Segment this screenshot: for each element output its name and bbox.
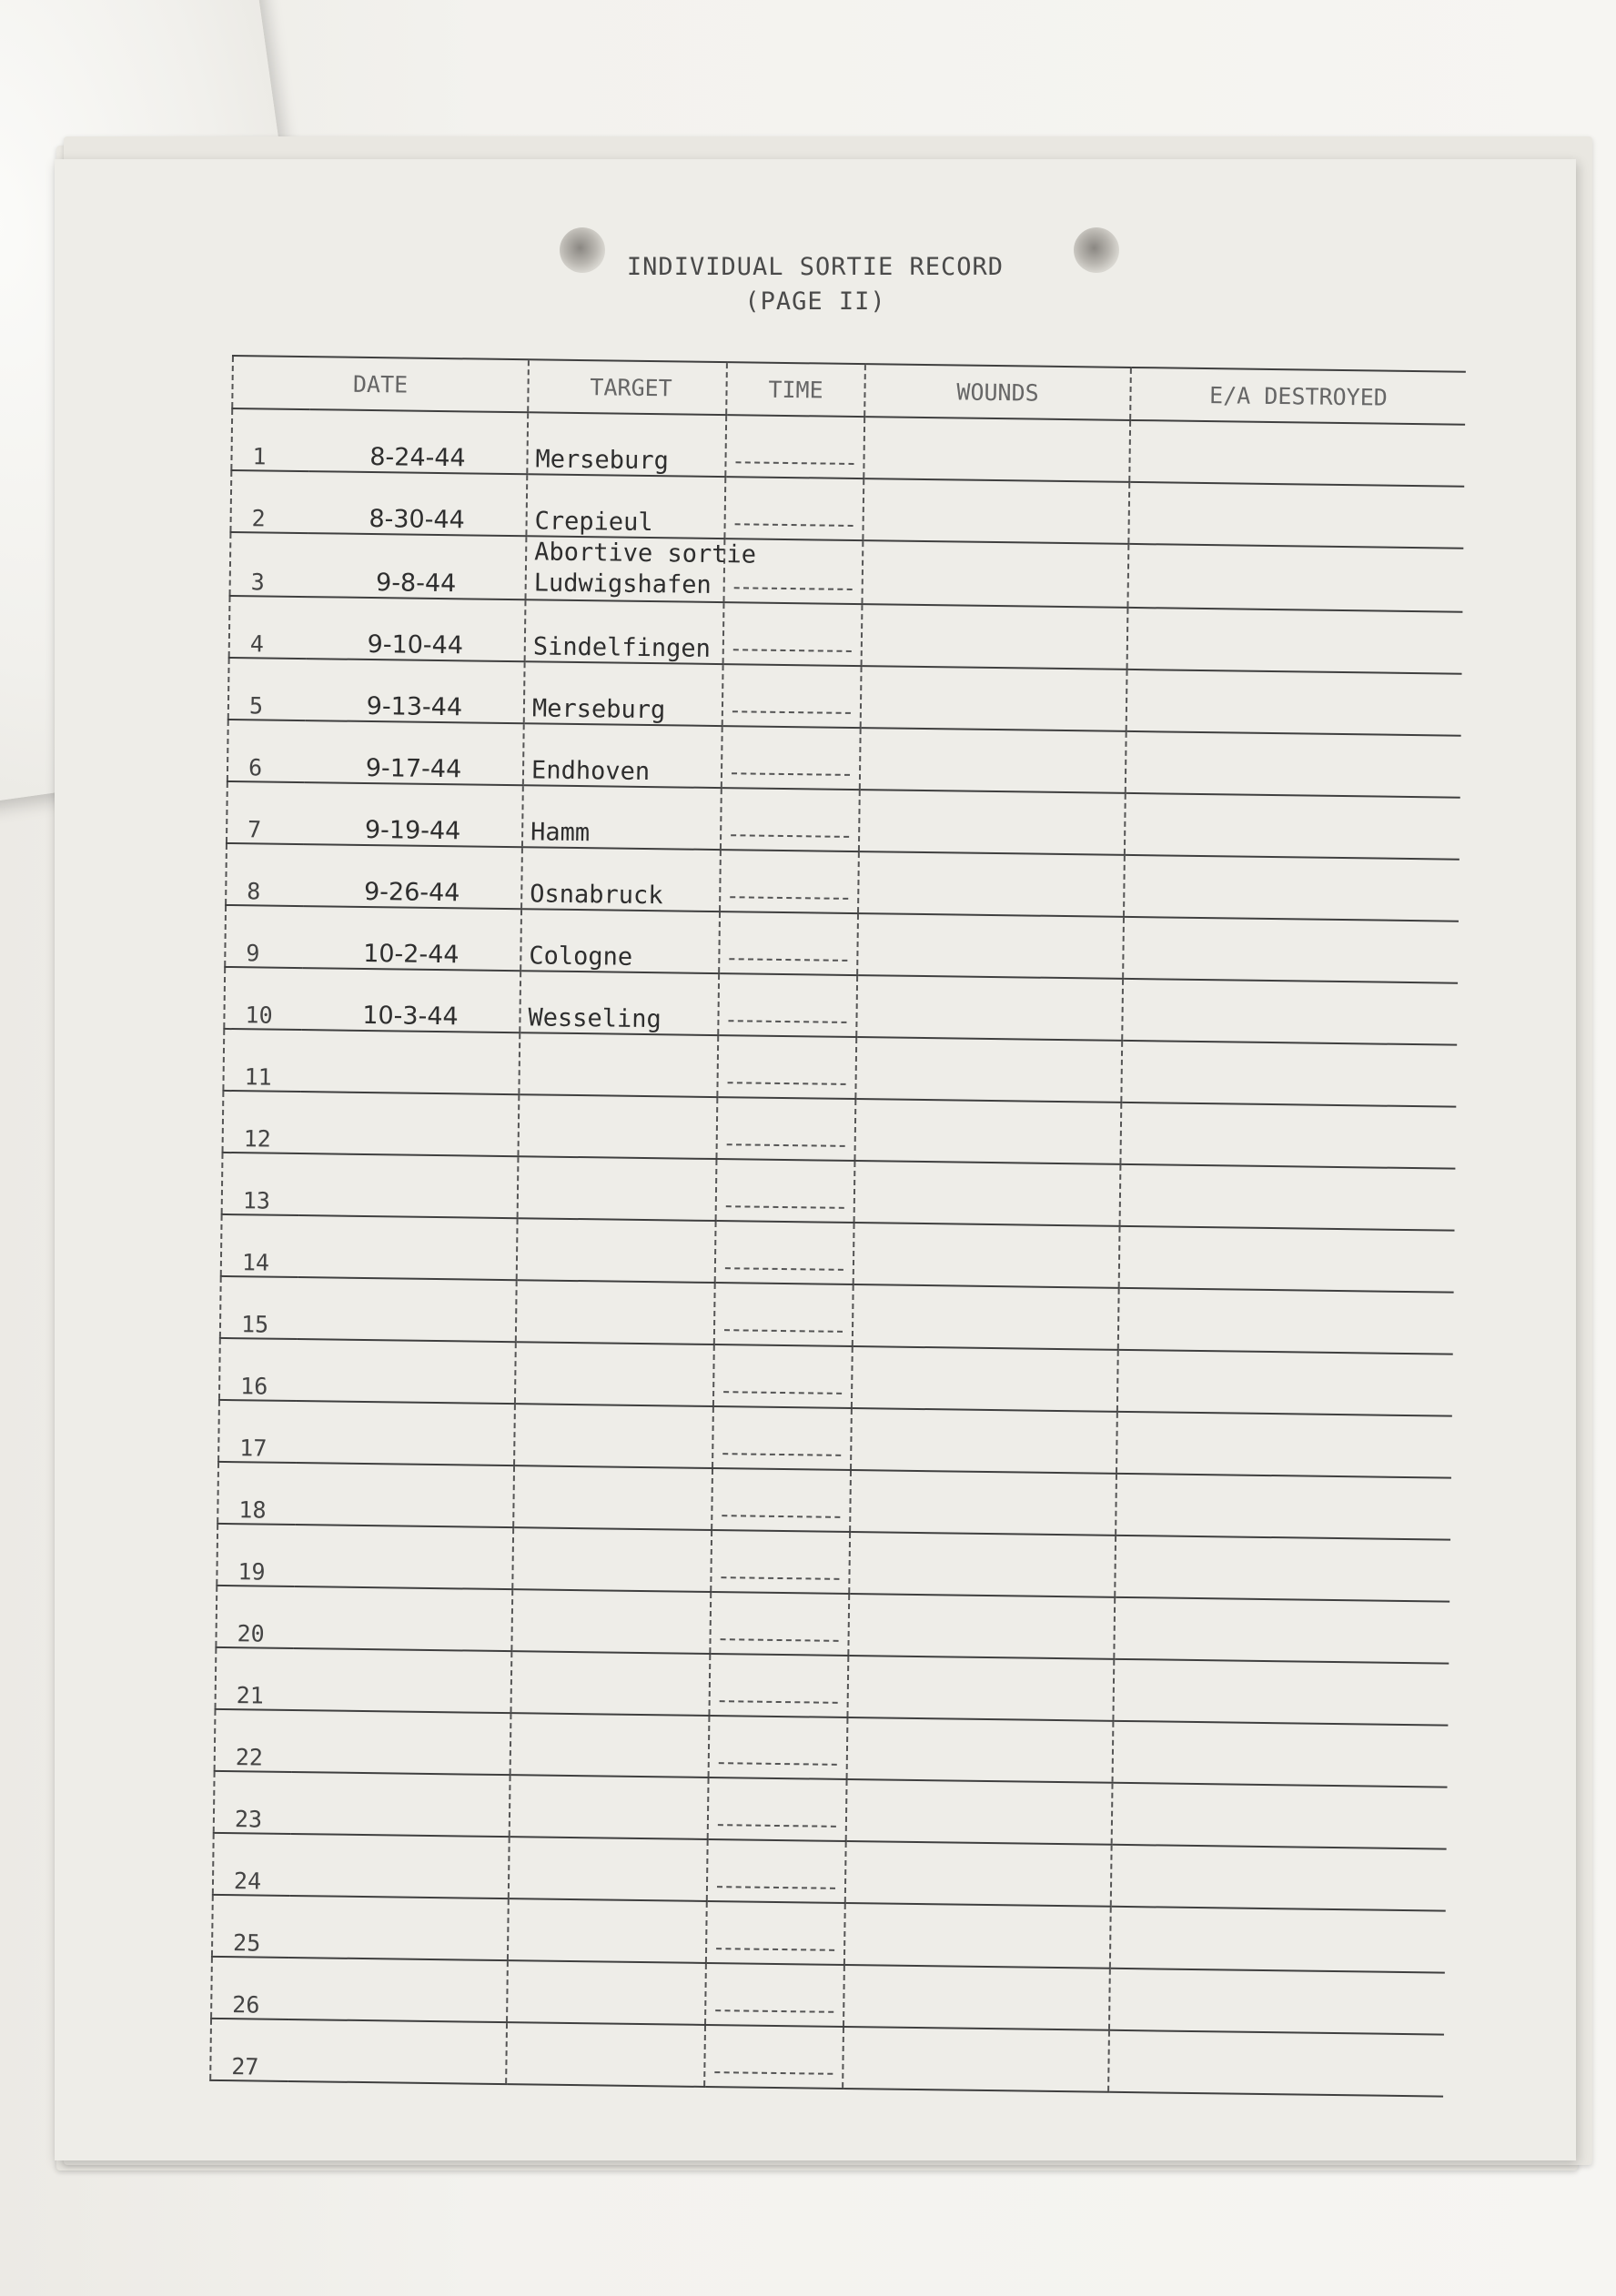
row-wounds bbox=[849, 1532, 1116, 1597]
row-ea-destroyed bbox=[1121, 1041, 1457, 1107]
row-ea-destroyed bbox=[1117, 1350, 1453, 1416]
row-target: Wesseling bbox=[520, 971, 719, 1035]
row-date bbox=[293, 1648, 512, 1713]
row-target: Hamm bbox=[522, 785, 722, 850]
row-wounds bbox=[853, 1284, 1119, 1350]
time-blank-line bbox=[732, 710, 851, 714]
row-number: 25 bbox=[212, 1895, 290, 1958]
time-blank-line bbox=[734, 587, 853, 590]
row-date: 9-26-44 bbox=[303, 844, 522, 909]
row-time bbox=[713, 1344, 853, 1408]
row-ea-destroyed bbox=[1118, 1288, 1454, 1354]
time-blank-line bbox=[724, 1329, 843, 1333]
row-date: 8-30-44 bbox=[308, 471, 527, 536]
row-number: 27 bbox=[210, 2019, 288, 2081]
time-blank-line bbox=[715, 2009, 833, 2013]
time-blank-line bbox=[732, 772, 850, 776]
row-target bbox=[512, 1527, 712, 1592]
row-time bbox=[723, 602, 863, 666]
row-time bbox=[712, 1468, 851, 1532]
row-wounds bbox=[854, 1161, 1121, 1226]
time-blank-line bbox=[720, 1700, 838, 1704]
row-ea-destroyed bbox=[1128, 482, 1464, 549]
row-time bbox=[722, 726, 861, 790]
sortie-table bbox=[209, 355, 1466, 2098]
row-wounds bbox=[850, 1470, 1116, 1536]
row-target bbox=[514, 1404, 713, 1468]
row-date bbox=[289, 1896, 509, 1960]
row-date bbox=[300, 1030, 520, 1094]
row-number: 1 bbox=[231, 408, 309, 471]
row-target bbox=[519, 1032, 718, 1097]
document-title bbox=[55, 250, 1576, 319]
row-number: 2 bbox=[230, 470, 308, 533]
time-blank-line bbox=[730, 896, 848, 900]
row-time bbox=[709, 1654, 848, 1717]
row-wounds bbox=[846, 1779, 1113, 1845]
row-number: 20 bbox=[216, 1586, 294, 1648]
row-time bbox=[711, 1530, 850, 1594]
row-date: 9-19-44 bbox=[304, 782, 523, 847]
row-ea-destroyed bbox=[1124, 855, 1459, 921]
row-target: Endhoven bbox=[523, 723, 722, 788]
row-target bbox=[506, 2022, 705, 2087]
row-wounds bbox=[847, 1656, 1114, 1721]
row-date bbox=[290, 1834, 510, 1898]
time-blank-line bbox=[727, 1143, 845, 1147]
row-time bbox=[707, 1839, 846, 1903]
row-date bbox=[288, 1958, 508, 2022]
row-time bbox=[724, 477, 864, 540]
title-line-1: INDIVIDUAL SORTIE RECORD bbox=[626, 253, 1005, 281]
row-ea-destroyed bbox=[1127, 544, 1463, 612]
row-target bbox=[513, 1465, 712, 1530]
row-date: 8-24-44 bbox=[308, 409, 528, 474]
row-ea-destroyed bbox=[1111, 1845, 1447, 1911]
row-date: 9-8-44 bbox=[308, 533, 527, 599]
row-wounds bbox=[856, 975, 1123, 1041]
row-wounds bbox=[851, 1408, 1117, 1474]
row-time bbox=[715, 1221, 854, 1284]
row-number: 11 bbox=[223, 1029, 301, 1092]
row-target bbox=[510, 1651, 710, 1716]
time-blank-line bbox=[721, 1576, 839, 1580]
row-time bbox=[708, 1777, 847, 1841]
row-target: Merseburg bbox=[524, 661, 723, 726]
time-blank-line bbox=[714, 2071, 833, 2075]
row-target bbox=[509, 1837, 708, 1901]
header-date: DATE bbox=[232, 356, 529, 412]
row-time bbox=[706, 1901, 845, 1965]
row-time bbox=[723, 539, 863, 604]
time-blank-line bbox=[735, 523, 853, 527]
row-wounds bbox=[859, 790, 1126, 855]
time-blank-line bbox=[723, 1391, 842, 1395]
row-target bbox=[515, 1342, 714, 1406]
row-time bbox=[710, 1592, 849, 1656]
row-ea-destroyed bbox=[1110, 1907, 1446, 1973]
row-date bbox=[298, 1277, 517, 1342]
row-wounds bbox=[857, 913, 1124, 979]
row-ea-destroyed bbox=[1116, 1474, 1451, 1540]
row-wounds bbox=[844, 1903, 1111, 1969]
time-blank-line bbox=[719, 1762, 837, 1766]
row-wounds bbox=[862, 540, 1128, 608]
row-wounds bbox=[862, 604, 1128, 670]
row-target bbox=[517, 1218, 716, 1283]
row-date bbox=[298, 1215, 518, 1280]
row-date bbox=[299, 1153, 519, 1218]
time-blank-line bbox=[735, 461, 853, 465]
row-ea-destroyed bbox=[1115, 1536, 1450, 1602]
row-target-line-1: Abortive sortie bbox=[533, 538, 757, 569]
time-blank-line bbox=[731, 834, 849, 838]
row-number: 8 bbox=[226, 843, 304, 906]
header-time: TIME bbox=[726, 362, 865, 417]
row-date: 10-2-44 bbox=[302, 906, 521, 971]
row-number: 6 bbox=[227, 720, 306, 782]
row-number: 9 bbox=[225, 905, 303, 968]
row-ea-destroyed bbox=[1109, 1969, 1445, 2035]
row-target bbox=[518, 1156, 717, 1221]
header-wounds: WOUNDS bbox=[864, 364, 1131, 420]
row-time bbox=[720, 850, 859, 913]
row-ea-destroyed bbox=[1129, 420, 1465, 487]
time-blank-line bbox=[716, 1948, 834, 1951]
row-ea-destroyed bbox=[1122, 979, 1458, 1045]
time-blank-line bbox=[725, 1267, 843, 1271]
row-ea-destroyed bbox=[1126, 731, 1461, 798]
row-time bbox=[717, 1035, 856, 1099]
row-target: Merseburg bbox=[527, 412, 726, 477]
row-time bbox=[704, 2025, 843, 2089]
row-date: 9-17-44 bbox=[305, 720, 524, 785]
row-ea-destroyed bbox=[1108, 2030, 1444, 2097]
row-ea-destroyed bbox=[1113, 1721, 1449, 1787]
sortie-table-wrapper bbox=[232, 355, 1466, 2081]
row-number: 12 bbox=[223, 1091, 301, 1153]
row-target: Cologne bbox=[520, 909, 720, 973]
row-ea-destroyed bbox=[1120, 1164, 1456, 1231]
row-time bbox=[716, 1159, 855, 1223]
row-target bbox=[526, 536, 757, 602]
row-target bbox=[511, 1589, 711, 1654]
time-blank-line bbox=[726, 1205, 844, 1209]
row-time bbox=[705, 1963, 844, 2027]
row-target bbox=[516, 1280, 715, 1344]
row-time bbox=[721, 788, 860, 851]
time-blank-line bbox=[728, 1020, 846, 1023]
row-time bbox=[725, 415, 864, 478]
row-time bbox=[712, 1406, 852, 1470]
row-wounds bbox=[861, 666, 1127, 731]
row-wounds bbox=[858, 851, 1125, 917]
row-time bbox=[716, 1097, 855, 1161]
row-number: 13 bbox=[222, 1153, 300, 1215]
row-number: 26 bbox=[211, 1957, 289, 2019]
row-wounds bbox=[860, 728, 1126, 793]
header-ea-destroyed: E/A DESTROYED bbox=[1130, 368, 1466, 425]
row-ea-destroyed bbox=[1125, 793, 1460, 860]
row-target bbox=[507, 1960, 706, 2025]
row-number: 18 bbox=[217, 1462, 296, 1525]
time-blank-line bbox=[733, 649, 852, 652]
row-date bbox=[295, 1463, 514, 1527]
row-date bbox=[300, 1092, 520, 1156]
row-date bbox=[293, 1586, 512, 1651]
row-wounds bbox=[863, 478, 1129, 544]
row-target-line-2: Ludwigshafen bbox=[533, 569, 712, 599]
document-sheet bbox=[55, 159, 1576, 2160]
row-wounds bbox=[852, 1346, 1118, 1412]
row-ea-destroyed bbox=[1119, 1226, 1455, 1293]
row-time bbox=[709, 1716, 848, 1779]
row-target: Osnabruck bbox=[521, 847, 721, 911]
time-blank-line bbox=[717, 1886, 835, 1889]
row-number: 4 bbox=[229, 596, 308, 659]
row-date bbox=[297, 1339, 516, 1404]
row-target bbox=[518, 1094, 717, 1159]
row-wounds bbox=[855, 1037, 1122, 1103]
row-number: 14 bbox=[221, 1214, 299, 1277]
row-number: 16 bbox=[219, 1338, 298, 1401]
row-wounds bbox=[853, 1223, 1120, 1288]
title-line-2: (PAGE II) bbox=[744, 287, 886, 316]
row-wounds bbox=[843, 2027, 1109, 2092]
row-number: 17 bbox=[218, 1400, 297, 1463]
row-date: 10-3-44 bbox=[301, 968, 520, 1032]
row-ea-destroyed bbox=[1126, 670, 1462, 736]
row-time bbox=[722, 664, 862, 728]
time-blank-line bbox=[721, 1638, 839, 1642]
row-wounds bbox=[848, 1594, 1115, 1659]
time-blank-line bbox=[722, 1453, 841, 1456]
row-time bbox=[714, 1283, 853, 1346]
row-ea-destroyed bbox=[1120, 1103, 1456, 1169]
row-date bbox=[291, 1772, 510, 1837]
row-number: 24 bbox=[213, 1833, 291, 1896]
sortie-table-body bbox=[210, 408, 1465, 2097]
row-ea-destroyed bbox=[1113, 1659, 1449, 1726]
row-number: 23 bbox=[214, 1771, 292, 1834]
row-ea-destroyed bbox=[1114, 1597, 1449, 1664]
row-ea-destroyed bbox=[1116, 1412, 1452, 1478]
time-blank-line bbox=[722, 1515, 840, 1518]
row-number: 19 bbox=[217, 1524, 295, 1586]
time-blank-line bbox=[729, 958, 847, 962]
row-wounds bbox=[847, 1717, 1114, 1783]
row-time bbox=[718, 973, 857, 1037]
row-time bbox=[719, 911, 858, 975]
row-date bbox=[294, 1525, 513, 1589]
row-date bbox=[292, 1710, 511, 1775]
row-date bbox=[296, 1401, 515, 1465]
row-wounds bbox=[843, 1965, 1110, 2030]
row-target: Crepieul bbox=[526, 474, 725, 539]
row-number: 15 bbox=[220, 1276, 298, 1339]
row-date: 9-10-44 bbox=[307, 597, 526, 661]
row-target bbox=[510, 1713, 710, 1777]
row-number: 22 bbox=[215, 1709, 293, 1772]
row-number: 5 bbox=[228, 658, 307, 720]
row-ea-destroyed bbox=[1123, 917, 1459, 983]
row-number: 10 bbox=[224, 967, 302, 1030]
row-number: 7 bbox=[227, 781, 305, 844]
row-wounds bbox=[854, 1099, 1121, 1164]
row-date bbox=[288, 2019, 507, 2084]
header-target: TARGET bbox=[528, 359, 727, 415]
time-blank-line bbox=[718, 1824, 836, 1828]
row-target: Sindelfingen bbox=[525, 599, 724, 664]
time-blank-line bbox=[728, 1082, 846, 1085]
row-target bbox=[508, 1898, 707, 1963]
row-target bbox=[510, 1775, 709, 1839]
row-ea-destroyed bbox=[1112, 1783, 1448, 1849]
row-wounds bbox=[864, 417, 1130, 482]
row-date: 9-13-44 bbox=[306, 659, 525, 723]
row-number: 21 bbox=[216, 1647, 294, 1710]
row-number: 3 bbox=[230, 532, 308, 597]
row-ea-destroyed bbox=[1127, 608, 1463, 674]
row-wounds bbox=[845, 1841, 1112, 1907]
